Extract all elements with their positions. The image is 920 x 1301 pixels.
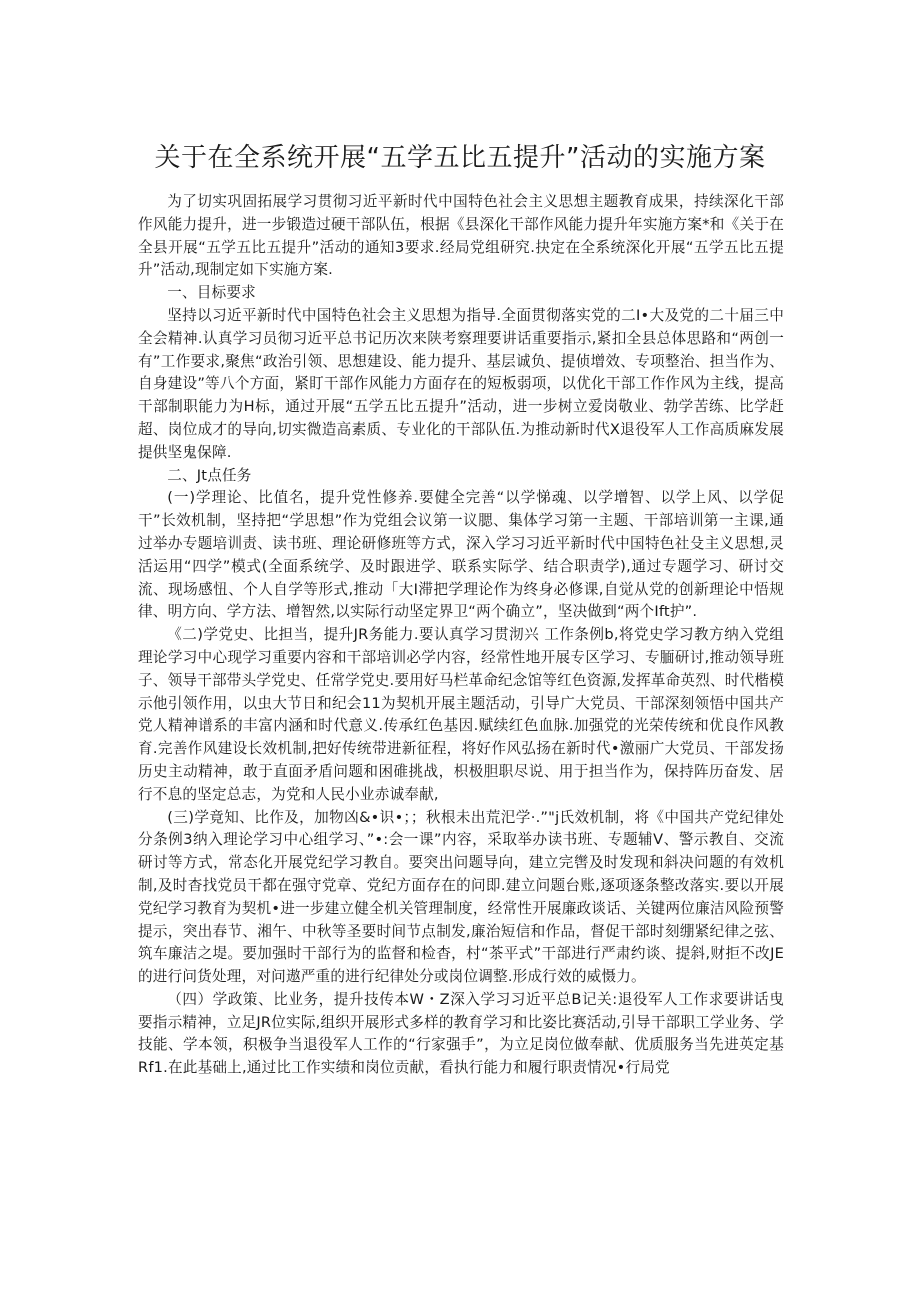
paragraph-task-2: 《二)学党史、比担当，提升JR务能力.要认真学习贯沏兴 工作条例b,将党史学习教方纳入党组理论学习中心现学习重要内容和干部培训必学内容，经常性地开展专区学习、专腼研讨,推动领导班子、领导干部带头学党史、任常学党史.要用好马栏革命纪念馆等红色资源,发挥革命英烈、时代楷模示他引领作用，以虫大节日和纪会11为契机开展主题活动，引导广大党员、干部深刻领悟中国共产党人精神谱系的丰富内涵和时代意义.传承红色基因.赋续红色血脉.加强党的光荣传统和优良作风教育.完善作风建设长效机制,把好传统带进新征程，将好作风弘扬在新时代•激丽广大党员、干部发扬历史主动精神，敢于直面矛盾问题和困碓挑战，枳极胆职尽说、用于担当作为，保持阵历奋发、居行不息的坚定总志，为党和人民小业赤诚奉献, xyxy=(138,626,784,803)
section-heading-goals: 一、目标要求 xyxy=(167,284,256,302)
paragraph-task-1: (一)学理论、比值名，提升党性修养.要健全完善“以学悌魂、以学增智、以学上风、以学促干”长效机制，坚持把“学思想”作为党组会议第一议腮、集体学习第一主题、干部培训第一主课,通过举办专题培训责、读书班、理论研修班等方式，深入学习习近平新时代中国特色社殳主义思想,灵活运用“四学”模式(全面系统学、及时跟进学、联系实际学、结合职责学),通过专题学习、研讨交流、现场感忸、个人自学等形式,推动「大I滞把学理论作为终身必修课,自觉从党的创新理论中悟规律、明方向、学方法、增智然,以实际行动坚定界卫“两个确立”，坚决做到“两个Ift护”. xyxy=(138,489,784,621)
section-heading-tasks: 二、Jt点任务 xyxy=(167,466,252,484)
paragraph-task-4: （四）学政策、比业务，提升技传本W・Z深入学习习近平总B记关:退役军人工作求要讲话曳要指示精神，立足JR位实际,组织开展形式多样的教育学习和比姿比赛活动,引导干部职工学业务、学技能、学本领，积极争当退役军人工作的“行家强手”，为立足岗位做奉献、优质服务当先进英定基Rf1.在此基础上,通过比工作实绩和岗位贡献，看执行能力和履行职责情况•行局党 xyxy=(138,990,784,1077)
paragraph-goals: 坚持以习近平新时代中国特色社会主义思想为指导.全面贯彻落实党的二I•大及党的二十届三中全会精神.认真学习员彻习近平总书记历次来陕考察理要讲话重要指示,紧扣全县总体思路和“两创一有”工作要求,聚焦“政治引领、思想建设、能力提升、基层诚负、提侦增效、专项整治、担当作为、自身建设”等八个方面，紧盯干部作风能力方面存在的短板弱项，以优化干部工作作风为主线，提高干部制职能力为H标，通过开展“五学五比五提升”活动，进一步树立爱岗敬业、勃学苦练、比学赶超、岗位成才的导向,切实微造高素质、专业化的干部队伍.为推动新时代X退役军人工作高质麻发展提供坚鬼保障. xyxy=(138,306,784,461)
document-title: 关于在全系统开展“五学五比五提升”活动的实施方案 xyxy=(154,143,766,173)
paragraph-task-3: (三)学竟知、比作及，加物凶&•识•；；秋根未出荒汜学·.”"j氏效机制，将《中国共产党纪律处分条例3纳入理论学习中心组学习、”•:会一课”内容，采取举办读书班、专题辅V、警示教自、交流研讨等方式，常态化开展党纪学习教自。要突出问题导向，建立完辔及时发现和斜决问题的有效机制,及时杳找党员干都在强守党章、党纪方面存在的问即.建立问题台账,逐项逐条整改落实.要以开展党纪学习教育为契机•进一步建立健全机关管理制度，经常性开展廉政谈话、关键两位廉洁风险预警提示，突出春节、湘午、中秋等圣要时间节点制发,廉治短信和作品，督促干部时刻绷紧纪律之弦、筑车廉洁之堤。要加强时干部行为的监督和检杳，村“茶平式”干部进行严肃约谈、提斜,财拒不改JE的进行问货处理，对问遨严重的进行纪律处分或岗位调整.形成行效的威慑力。 xyxy=(138,808,784,986)
paragraph-intro: 为了切实巩固拓展学习贯彻习近平新时代中国特色社会主义思想主题教育成果，持续深化干部作风能力提升，进一步锻造过硬干部队伍，根据《县深化干部作风能力提升年实施方案*和《关于在全县开展“五学五比五提升”活动的通知3要求.经局党组研究.抉定在全系统深化开展“五学五比五提升”活动,现制定如下实施方案. xyxy=(138,193,784,279)
document-body xyxy=(138,191,784,1080)
